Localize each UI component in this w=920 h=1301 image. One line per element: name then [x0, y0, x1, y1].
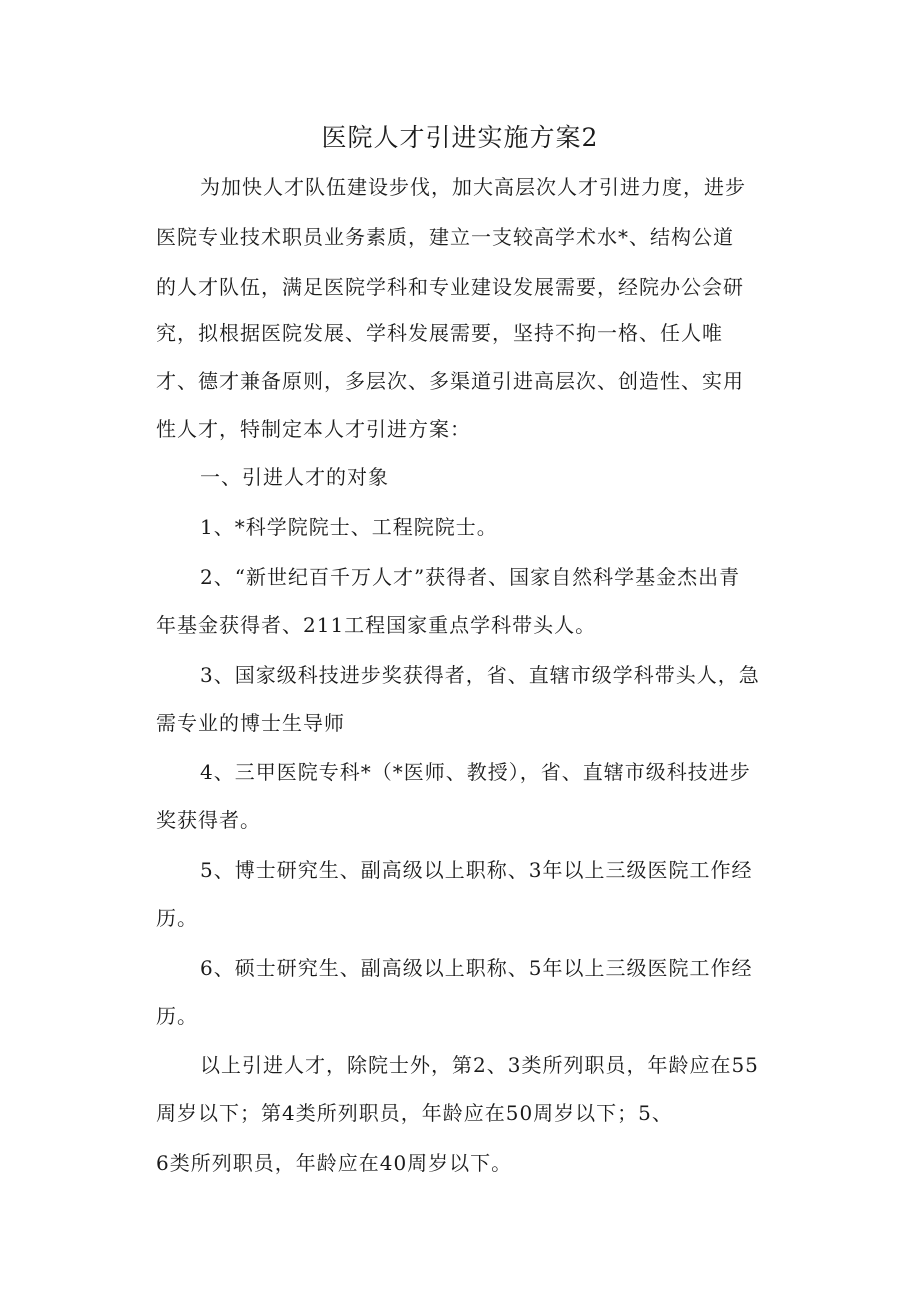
intro-line-5: 才、德才兼备原则，多层次、多渠道引进高层次、创造性、实用: [156, 369, 744, 393]
closing-line-2: 周岁以下；第4类所列职员，年龄应在50周岁以下；5、: [156, 1101, 673, 1125]
list-item-2-line-1: 2、“新世纪百千万人才”获得者、国家自然科学基金杰出青: [200, 565, 741, 589]
section-heading-1: 一、引进人才的对象: [200, 465, 389, 489]
list-item-4-line-1: 4、三甲医院专科*（*医师、教授），省、直辖市级科技进步: [200, 760, 751, 784]
list-item-5-line-1: 5、博士研究生、副高级以上职称、3年以上三级医院工作经: [200, 858, 753, 882]
list-item-2-line-2: 年基金获得者、211工程国家重点学科带头人。: [156, 613, 597, 637]
intro-line-4: 究，拟根据医院发展、学科发展需要，坚持不拘一格、任人唯: [156, 321, 723, 345]
intro-line-1: 为加快人才队伍建设步伐，加大高层次人才引进力度，进步: [200, 175, 746, 199]
list-item-6-line-2: 历。: [156, 1004, 198, 1028]
closing-line-3: 6类所列职员，年龄应在40周岁以下。: [156, 1151, 513, 1175]
document-title: 医院人才引进实施方案2: [321, 123, 599, 152]
list-item-5-line-2: 历。: [156, 906, 198, 930]
list-item-3-line-2: 需专业的博士生导师: [156, 711, 345, 735]
list-item-1: 1、*科学院院士、工程院院士。: [200, 515, 498, 539]
list-item-4-line-2: 奖获得者。: [156, 808, 261, 832]
list-item-3-line-1: 3、国家级科技进步奖获得者，省、直辖市级学科带头人，急: [200, 663, 760, 687]
intro-line-3: 的人才队伍，满足医院学科和专业建设发展需要，经院办公会研: [156, 275, 744, 299]
list-item-6-line-1: 6、硕士研究生、副高级以上职称、5年以上三级医院工作经: [200, 956, 753, 980]
closing-line-1: 以上引进人才，除院士外，第2、3类所列职员，年龄应在55: [200, 1053, 759, 1077]
intro-line-2: 医院专业技术职员业务素质，建立一支较高学术水*、结构公道: [156, 225, 734, 249]
intro-line-6: 性人才，特制定本人才引进方案：: [156, 417, 471, 441]
